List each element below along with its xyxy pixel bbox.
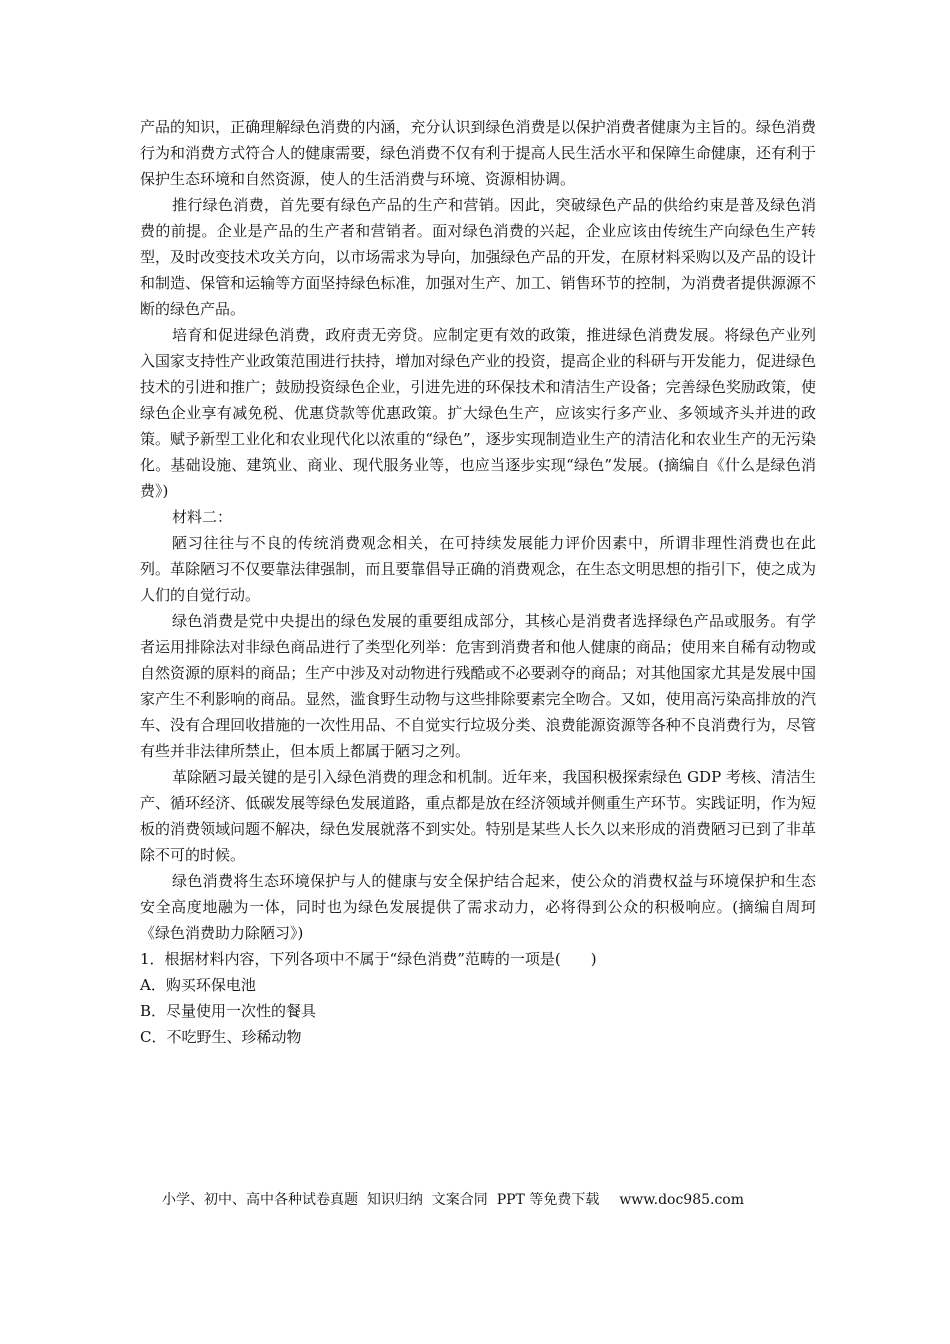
footer-text: 小学、初中、高中各种试卷真题 知识归纳 文案合同 PPT 等免费下载 bbox=[162, 1192, 600, 1208]
question-block bbox=[140, 946, 816, 1050]
paragraph-key-mechanism: 革除陋习最关键的是引入绿色消费的理念和机制。近年来，我国积极探索绿色 GDP 考核、清洁生产、循环经济、低碳发展等绿色发展道路，重点都是放在经济领域并侧重生产环节。实践证明，作为短板的消费领域问题不解决，绿色发展就落不到实处。特别是某些人长久以来形成的消费陋习已到了非革除不可的时候。 bbox=[140, 768, 816, 864]
option-b: B．尽量使用一次性的餐具 bbox=[140, 1002, 317, 1020]
paragraph-green-consumption-core: 绿色消费是党中央提出的绿色发展的重要组成部分，其核心是消费者选择绿色产品或服务。有学者运用排除法对非绿色商品进行了类型化列举：危害到消费者和他人健康的商品；使用来自稀有动物或自然资源的原料的商品；生产中涉及对动物进行残酷或不必要剥夺的商品；对其他国家尤其是发展中国家产生不利影响的商品。显然，滥食野生动物与这些排除要素完全吻合。又如，使用高污染高排放的汽车、没有合理回收措施的一次性用品、不自觉实行垃圾分类、浪费能源资源等各种不良消费行为，尽管有些并非法律所禁止，但本质上都属于陋习之列。 bbox=[140, 612, 816, 760]
paragraph-green-production: 推行绿色消费，首先要有绿色产品的生产和营销。因此，突破绿色产品的供给约束是普及绿色消费的前提。企业是产品的生产者和营销者。面对绿色消费的兴起，企业应该由传统生产向绿色生产转型，及时改变技术攻关方向，以市场需求为导向，加强绿色产品的开发，在原材料采购以及产品的设计和制造、保管和运输等方面坚持绿色标准，加强对生产、加工、销售环节的控制，为消费者提供源源不断的绿色产品。 bbox=[140, 196, 816, 318]
page-footer bbox=[162, 1190, 822, 1210]
option-a: A．购买环保电池 bbox=[140, 976, 256, 994]
paragraph-government-policy: 培育和促进绿色消费，政府责无旁贷。应制定更有效的政策，推进绿色消费发展。将绿色产业列入国家支持性产业政策范围进行扶持，增加对绿色产业的投资，提高企业的科研与开发能力，促进绿色技术的引进和推广；鼓励投资绿色企业，引进先进的环保技术和清洁生产设备；完善绿色奖励政策，使绿色企业享有减免税、优惠贷款等优惠政策。扩大绿色生产，应该实行多产业、多领域齐头并进的政策。赋予新型工业化和农业现代化以浓重的“绿色”，逐步实现制造业生产的清洁化和农业生产的无污染化。基础设施、建筑业、商业、现代服务业等，也应当逐步实现“绿色”发展。(摘编自《什么是绿色消费》) bbox=[140, 326, 816, 500]
document-body bbox=[140, 114, 816, 1050]
footer-site: www.doc985.com bbox=[619, 1192, 745, 1208]
paragraph-green-consumption-meaning: 产品的知识，正确理解绿色消费的内涵，充分认识到绿色消费是以保护消费者健康为主旨的。绿色消费行为和消费方式符合人的健康需要，绿色消费不仅有利于提高人民生活水平和保障生命健康，还有利于保护生态环境和自然资源，使人的生活消费与环境、资源相协调。 bbox=[140, 118, 816, 188]
material-two-heading: 材料二： bbox=[172, 508, 233, 526]
paragraph-bad-habits: 陋习往往与不良的传统消费观念相关，在可持续发展能力评价因素中，所谓非理性消费也在此列。革除陋习不仅要靠法律强制，而且要靠倡导正确的消费观念，在生态文明思想的指引下，使之成为人们的自觉行动。 bbox=[140, 534, 816, 604]
option-c: C．不吃野生、珍稀动物 bbox=[140, 1028, 302, 1046]
question-stem: 1．根据材料内容，下列各项中不属于“绿色消费”范畴的一项是( ) bbox=[140, 950, 597, 968]
paragraph-conclusion: 绿色消费将生态环境保护与人的健康与安全保护结合起来，使公众的消费权益与环境保护和生态安全高度地融为一体，同时也为绿色发展提供了需求动力，必将得到公众的积极响应。(摘编自周珂《绿色消费助力除陋习》) bbox=[140, 872, 816, 942]
